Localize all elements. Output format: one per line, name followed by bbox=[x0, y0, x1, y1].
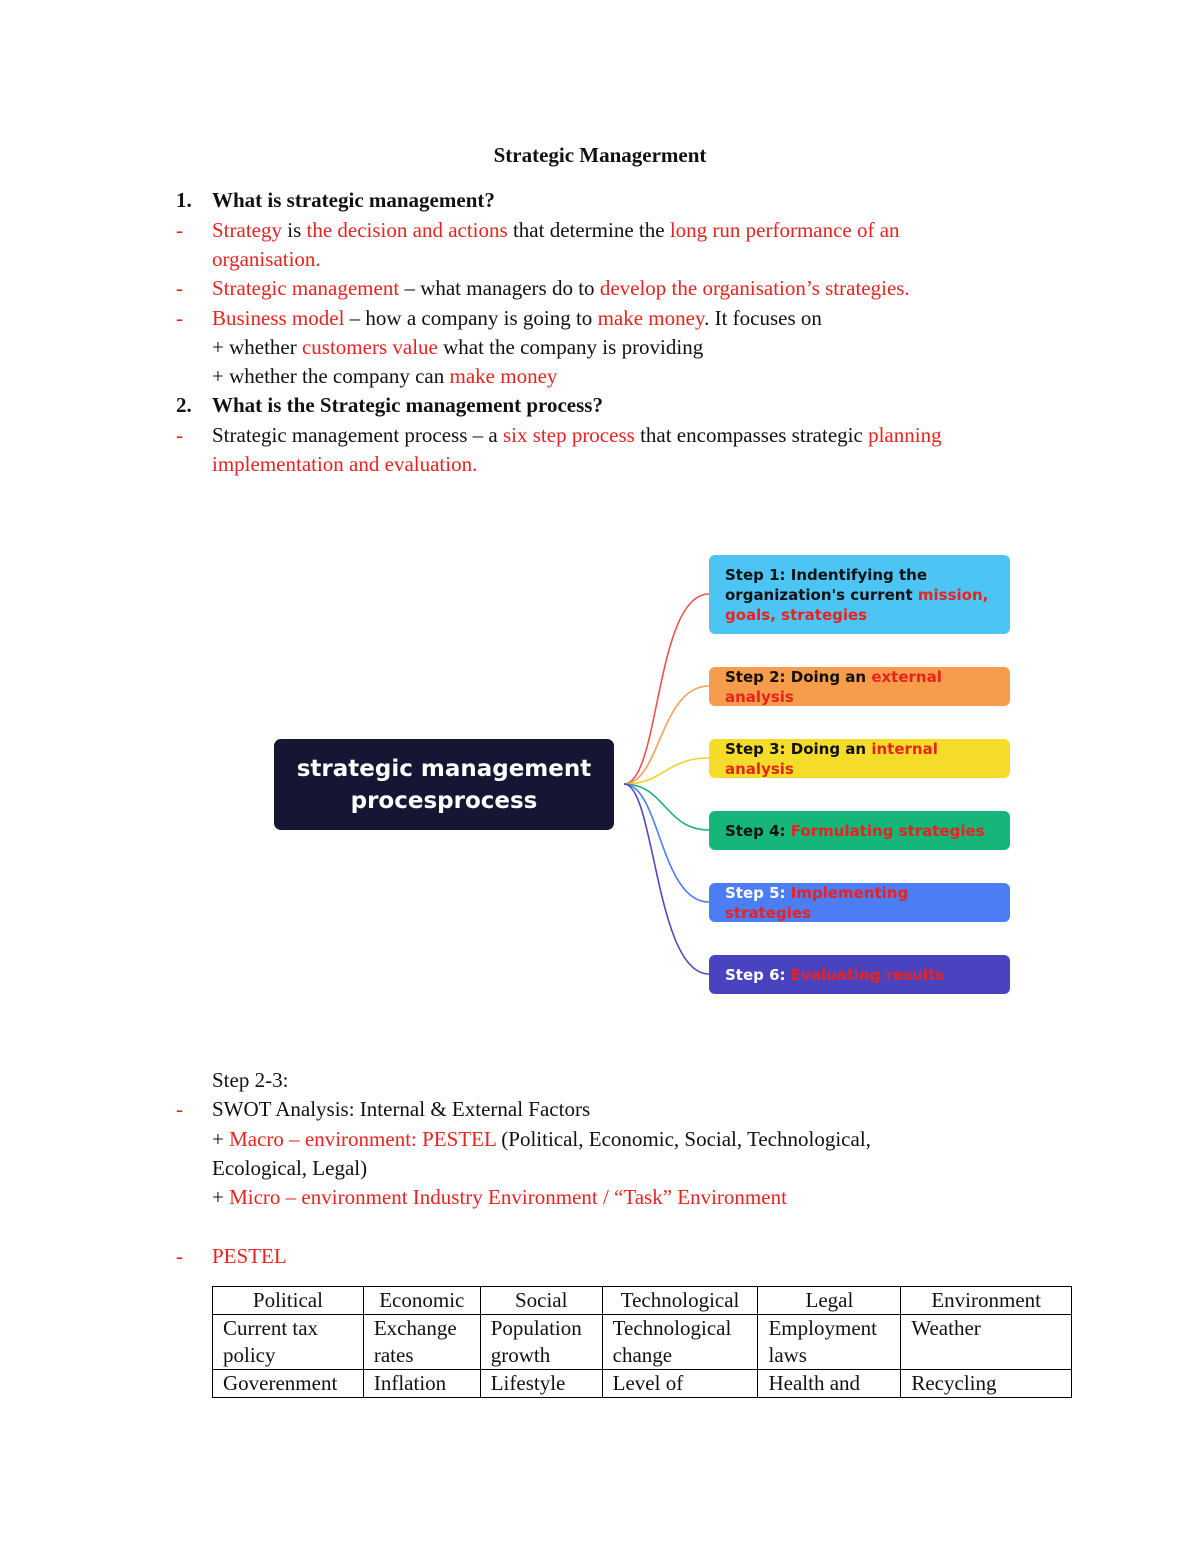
micro-environment: + Micro – environment Industry Environment / “Task” Environment bbox=[212, 1185, 787, 1209]
bullet-marker: - bbox=[176, 218, 183, 242]
bullet-marker: - bbox=[176, 306, 183, 330]
table-cell: Level of bbox=[602, 1370, 758, 1398]
process-definition-cont: implementation and evaluation. bbox=[212, 452, 478, 476]
sub-point: + whether the company can make money bbox=[212, 364, 558, 388]
question-heading: What is the Strategic management process? bbox=[212, 393, 603, 417]
question-number: 1. bbox=[176, 188, 192, 212]
connector-step-2 bbox=[624, 686, 709, 784]
macro-environment: + Macro – environment: PESTEL (Political, Economic, Social, Technological, bbox=[212, 1127, 871, 1151]
table-cell: Goverenment bbox=[213, 1370, 364, 1398]
section-heading: Step 2-3: bbox=[212, 1068, 289, 1092]
bullet-marker: - bbox=[176, 276, 183, 300]
pestel-table bbox=[212, 1286, 1072, 1398]
macro-environment-cont: Ecological, Legal) bbox=[212, 1156, 368, 1180]
connector-step-5 bbox=[624, 784, 709, 902]
table-header-row bbox=[213, 1287, 1072, 1315]
table-header: Political bbox=[213, 1287, 364, 1315]
bullet-marker: - bbox=[176, 423, 183, 447]
table-cell: Current tax policy bbox=[213, 1315, 364, 1370]
strategy-definition: Strategy is the decision and actions that determine the long run performance of an bbox=[212, 218, 900, 242]
table-cell: Recycling bbox=[901, 1370, 1072, 1398]
mindmap-step-4: Step 4: Formulating strategies bbox=[709, 811, 1010, 850]
process-definition: Strategic management process – a six step process that encompasses strategic planning bbox=[212, 423, 942, 447]
table-cell: Weather bbox=[901, 1315, 1072, 1370]
table-cell: Employment laws bbox=[758, 1315, 901, 1370]
question-heading: What is strategic management? bbox=[212, 188, 495, 212]
mindmap-step-6: Step 6: Evaluating results bbox=[709, 955, 1010, 994]
connector-step-6 bbox=[624, 784, 709, 974]
mindmap-step-1: Step 1: Indentifying the organization's current mission, goals, strategies bbox=[709, 555, 1010, 634]
table-cell: Technological change bbox=[602, 1315, 758, 1370]
mindmap-step-2: Step 2: Doing an external analysis bbox=[709, 667, 1010, 706]
table-row bbox=[213, 1370, 1072, 1398]
table-header: Environment bbox=[901, 1287, 1072, 1315]
table-header: Economic bbox=[363, 1287, 480, 1315]
bullet-marker: - bbox=[176, 1097, 183, 1121]
table-header: Technological bbox=[602, 1287, 758, 1315]
sub-point: + whether customers value what the company is providing bbox=[212, 335, 704, 359]
mindmap-central-node: strategic management procesprocess bbox=[274, 739, 614, 830]
table-cell: Exchange rates bbox=[363, 1315, 480, 1370]
bullet-marker: - bbox=[176, 1244, 183, 1268]
swot-line: SWOT Analysis: Internal & External Factors bbox=[212, 1097, 591, 1121]
pestel-heading: PESTEL bbox=[212, 1244, 287, 1268]
table-cell: Lifestyle bbox=[480, 1370, 602, 1398]
table-cell: Population growth bbox=[480, 1315, 602, 1370]
table-header: Legal bbox=[758, 1287, 901, 1315]
document-title: Strategic Managerment bbox=[493, 143, 707, 167]
connector-step-3 bbox=[624, 758, 709, 784]
mindmap-step-3: Step 3: Doing an internal analysis bbox=[709, 739, 1010, 778]
strategy-definition-cont: organisation. bbox=[212, 247, 321, 271]
table-cell: Health and bbox=[758, 1370, 901, 1398]
mindmap-step-5: Step 5: Implementing strategies bbox=[709, 883, 1010, 922]
connector-step-1 bbox=[624, 594, 709, 784]
table-row bbox=[213, 1315, 1072, 1370]
table-cell: Inflation bbox=[363, 1370, 480, 1398]
table-header: Social bbox=[480, 1287, 602, 1315]
connector-step-4 bbox=[624, 784, 709, 830]
strategic-management-definition: Strategic management – what managers do to develop the organisation’s strategies. bbox=[212, 276, 910, 300]
business-model-definition: Business model – how a company is going to make money. It focuses on bbox=[212, 306, 822, 330]
question-number: 2. bbox=[176, 393, 192, 417]
